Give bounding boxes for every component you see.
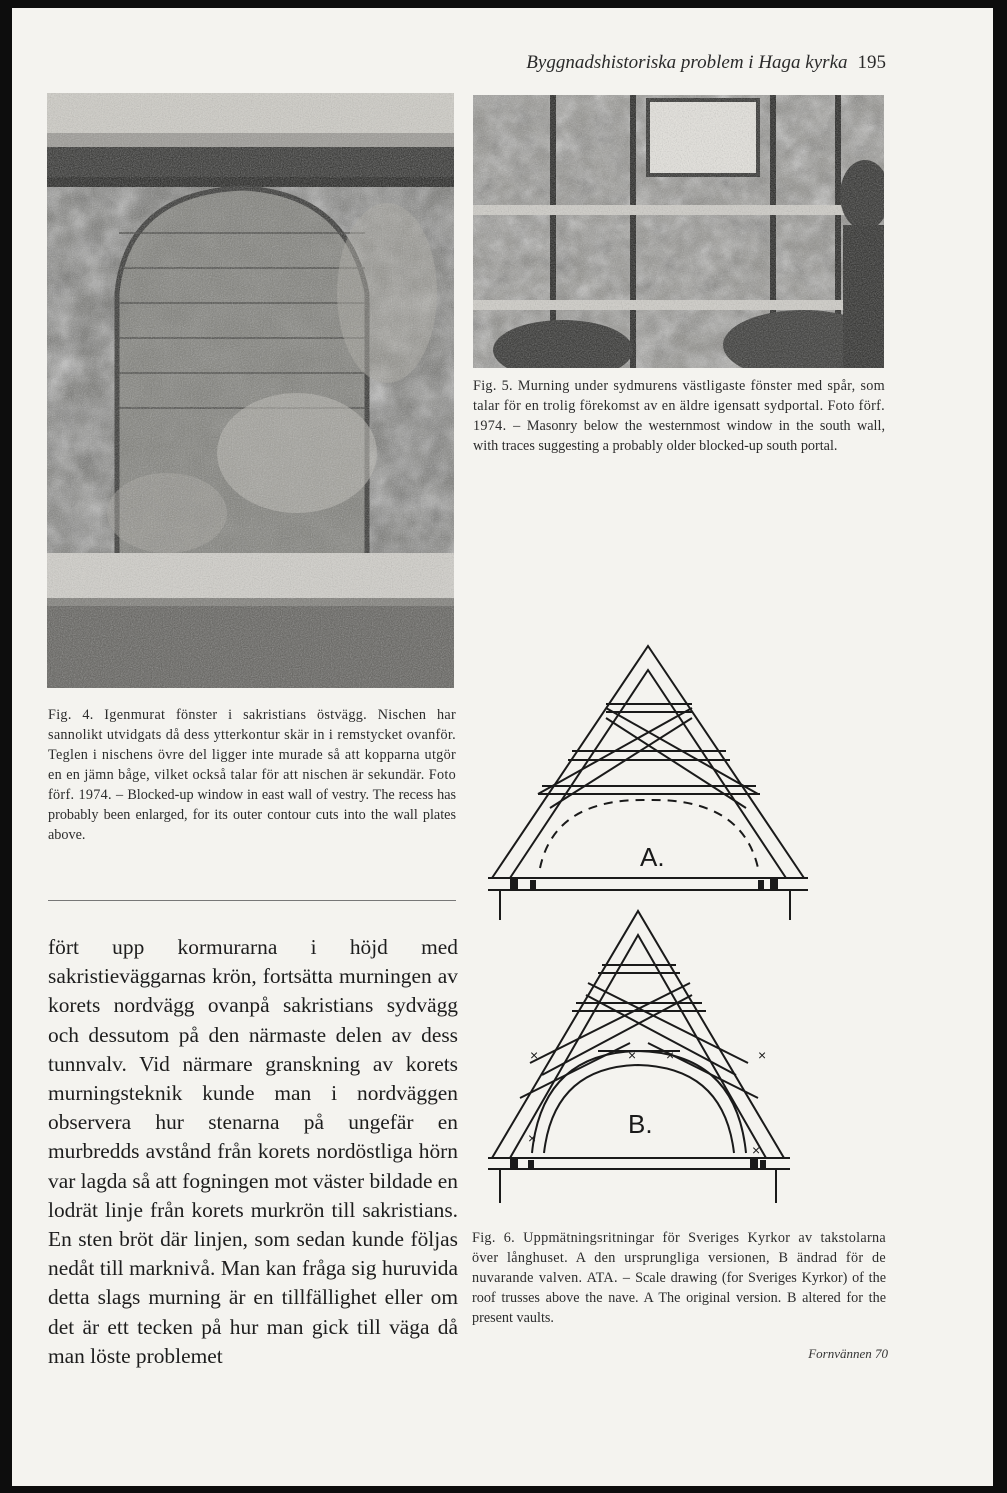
truss-drawing-a bbox=[480, 638, 815, 923]
caption-fig5 bbox=[473, 376, 885, 456]
caption-fig5-english: Masonry below the westernmost window in the south wall, with traces suggesting a probably older blocked-up south portal. bbox=[473, 418, 885, 454]
body-paragraph: fört upp kormurarna i höjd med sakristieväggarnas krön, fortsätta murningen av korets nordvägg ovanpå sakristians sydvägg och dessutom på den närmaste delen av dess tunnvalv. Vid närmare granskning av korets murningsteknik kunde man i nordväggen observera hur stenarna på ungefär en murbredds avstånd från korets nordöstliga hörn var lagda så att fogningen mot väster bildade en lodrät linje från korets murkrön till sakristians. En sten bröt där linjen, som sedan kunde följas nedåt till marknivå. Man kan fråga sig huruvida detta slags murning är en tillfällighet eller om det är ett tecken på hur man gick till väga då man löste problemet bbox=[48, 935, 458, 1368]
caption-fig4-english: Blocked-up window in east wall of vestry. The recess has probably been enlarged, for its outer contour cuts into the wall plates above. bbox=[48, 787, 457, 843]
running-title: Byggnadshistoriska problem i Haga kyrka bbox=[526, 52, 848, 73]
caption-fig6-swedish: Fig. 6. Uppmätningsritningar för Sveriges Kyrkor av takstolarna över långhuset. A den ursprungliga versionen, B ändrad för de nuvarande valven. ATA. – bbox=[472, 1230, 886, 1286]
caption-fig6-english: Scale drawing (for Sveriges Kyrkor) of the roof trusses above the nave. A The original version. B altered for the present vaults. bbox=[472, 1270, 887, 1326]
caption-fig5-swedish: Fig. 5. Murning under sydmurens västligaste fönster med spår, som talar för en trolig förekomst av en äldre igensatt sydportal. Foto förf. 1974. – bbox=[473, 378, 885, 434]
truss-b-mark-6: × bbox=[752, 1142, 761, 1158]
truss-b-mark-4: × bbox=[758, 1047, 767, 1063]
photo-fig5-south-wall-masonry bbox=[473, 95, 884, 368]
photo-fig4-blocked-window bbox=[47, 93, 454, 688]
separator-rule bbox=[48, 900, 456, 901]
document-page bbox=[12, 8, 993, 1486]
caption-fig4-swedish: Fig. 4. Igenmurat fönster i sakristians östvägg. Nischen har sannolikt utvidgats då dess ytterkontur skär in i remstycket ovanför. Teglen i nischens övre del ligger inte murade så att kopparna utgör en en jämn båge, vilket också talar för att nischen är sekundär. Foto förf. 1974. – bbox=[48, 707, 456, 803]
truss-b-mark-5: × bbox=[528, 1130, 537, 1146]
caption-fig4 bbox=[48, 705, 456, 845]
page-number: 195 bbox=[857, 52, 886, 73]
running-header bbox=[462, 52, 886, 74]
journal-footer: Fornvännen 70 bbox=[808, 1346, 888, 1361]
truss-b-label: B. bbox=[628, 1109, 653, 1139]
truss-a-label: A. bbox=[640, 842, 665, 872]
truss-drawing-b bbox=[480, 903, 815, 1223]
truss-b-mark-1: × bbox=[530, 1047, 539, 1063]
truss-b-mark-2: × bbox=[628, 1047, 637, 1063]
truss-b-mark-3: × bbox=[666, 1047, 675, 1063]
caption-fig6 bbox=[472, 1228, 886, 1328]
